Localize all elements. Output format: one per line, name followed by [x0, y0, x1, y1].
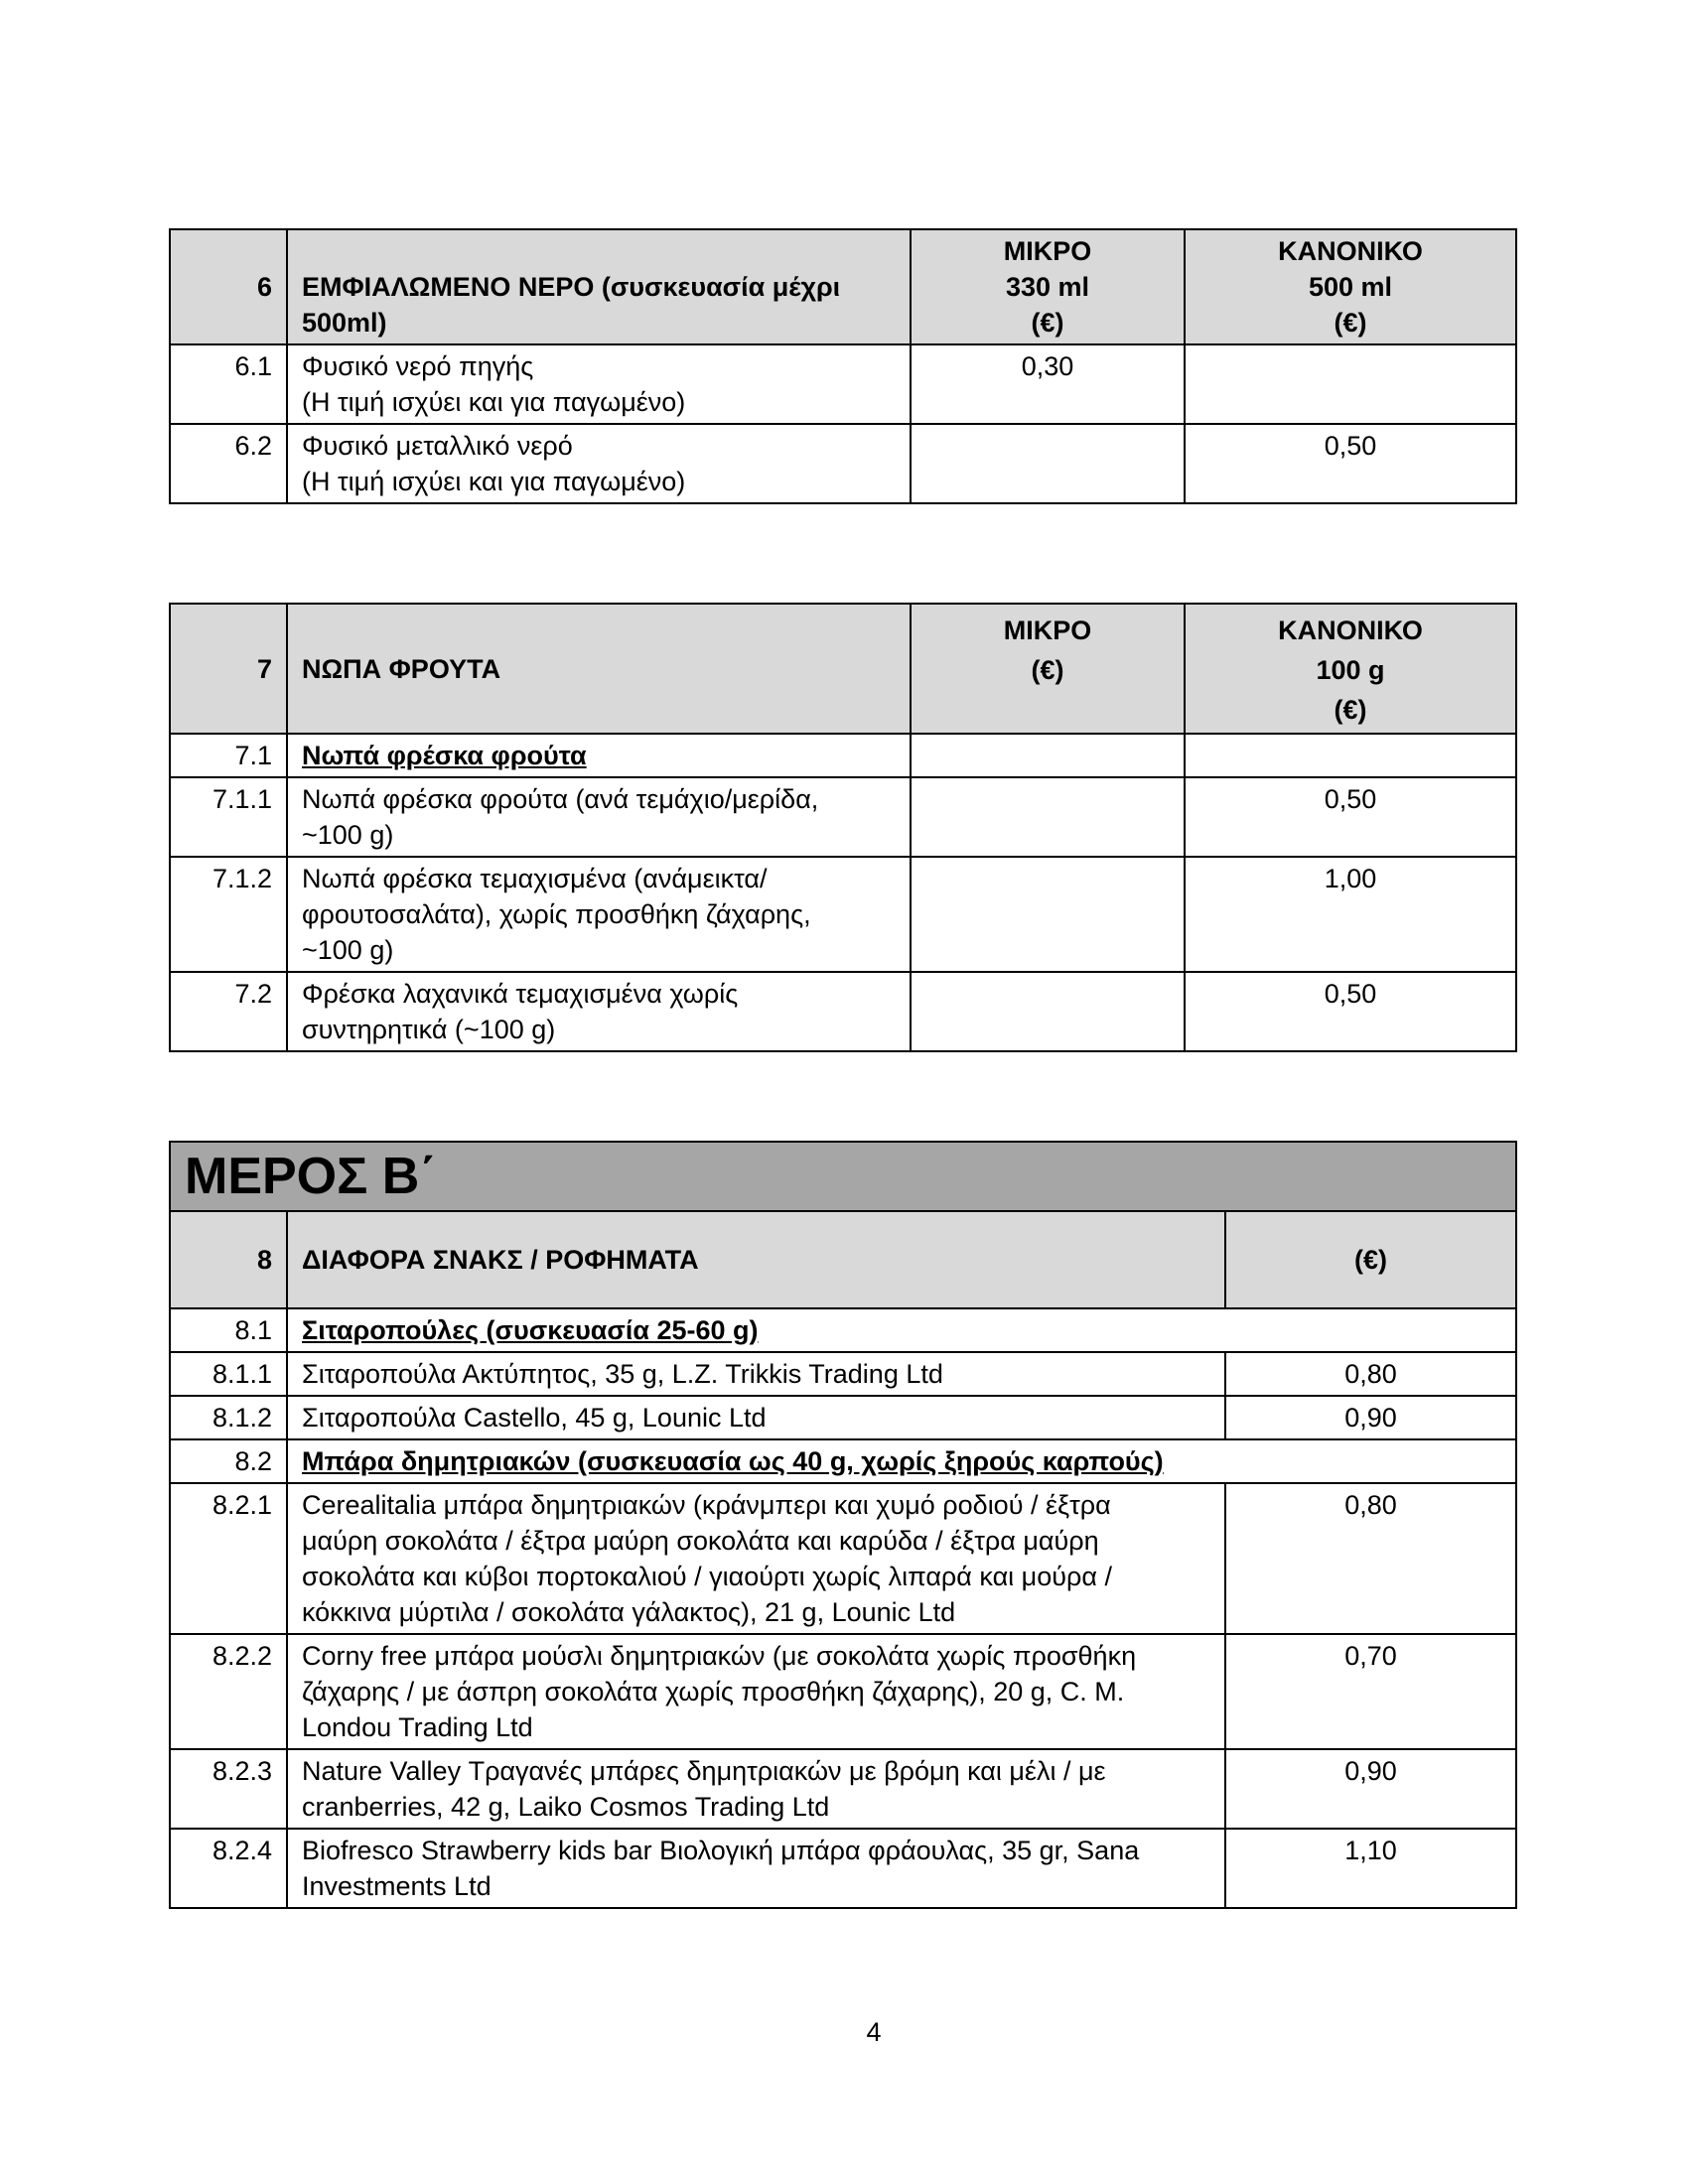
- item-number: 6.1: [170, 344, 287, 424]
- table-row: [170, 344, 1516, 424]
- subheading-text: Σιταροπούλες (συσκευασία 25-60 g): [302, 1315, 759, 1345]
- item-description: Σιταροπούλα Castello, 45 g, Lounic Ltd: [287, 1396, 1225, 1439]
- item-number: 8.2: [170, 1439, 287, 1483]
- price-small: [911, 857, 1185, 972]
- section-number: 8: [170, 1211, 287, 1308]
- description-line: Cerealitalia μπάρα δημητριακών (κράνμπερι και χυμό ροδιού / έξτρα: [302, 1490, 1111, 1520]
- section-title: [287, 229, 911, 344]
- table-row: [170, 1352, 1516, 1396]
- item-number: 8.1.2: [170, 1396, 287, 1439]
- item-description: [287, 734, 911, 777]
- description-line: κόκκινα μύρτιλα / σοκολάτα γάλακτος), 21 g, Lounic Ltd: [302, 1597, 956, 1627]
- description-line: Νωπά φρέσκα φρούτα (ανά τεμάχιο/μερίδα,: [302, 784, 819, 814]
- price: 0,90: [1225, 1749, 1516, 1829]
- description-line: Φρέσκα λαχανικά τεμαχισμένα χωρίς: [302, 979, 739, 1009]
- table-row: [170, 1483, 1516, 1634]
- header-line: 100 g: [1316, 655, 1385, 685]
- item-number: 7.1.2: [170, 857, 287, 972]
- item-number: 8.2.2: [170, 1634, 287, 1749]
- price-regular: [1185, 344, 1516, 424]
- header-line: (€): [1031, 655, 1064, 685]
- description-line: μαύρη σοκολάτα / έξτρα μαύρη σοκολάτα και καρύδα / έξτρα μαύρη: [302, 1526, 1099, 1556]
- description-line: Νωπά φρέσκα τεμαχισμένα (ανάμεικτα/: [302, 864, 768, 893]
- description-line: (Η τιμή ισχύει και για παγωμένο): [302, 467, 686, 496]
- subheading-text: Μπάρα δημητριακών (συσκευασία ως 40 g, χωρίς ξηρούς καρπούς): [302, 1446, 1164, 1476]
- table-header-row: [170, 229, 1516, 344]
- column-header-regular: [1185, 604, 1516, 734]
- item-description: [287, 424, 911, 503]
- table-snacks: [169, 1141, 1517, 1909]
- price-regular: 0,50: [1185, 777, 1516, 857]
- item-number: 7.1.1: [170, 777, 287, 857]
- header-line: ΜΙΚΡΟ: [1003, 615, 1092, 645]
- column-header-small: [911, 229, 1185, 344]
- header-line: 330 ml: [1005, 272, 1090, 302]
- price: 0,70: [1225, 1634, 1516, 1749]
- item-number: 8.1: [170, 1308, 287, 1352]
- description-line: Φυσικό νερό πηγής: [302, 351, 534, 381]
- table-row: [170, 1829, 1516, 1908]
- table-row: [170, 1308, 1516, 1352]
- table-row: [170, 1396, 1516, 1439]
- section-number: 6: [170, 229, 287, 344]
- description-line: ζάχαρης / με άσπρη σοκολάτα χωρίς προσθήκη ζάχαρης), 20 g, C. M.: [302, 1677, 1125, 1706]
- table-row: [170, 857, 1516, 972]
- price-small: [911, 777, 1185, 857]
- item-description: [287, 1483, 1225, 1634]
- description-line: συντηρητικά (~100 g): [302, 1015, 556, 1044]
- table-row: [170, 1439, 1516, 1483]
- item-number: 7.2: [170, 972, 287, 1051]
- description-line: Biofresco Strawberry kids bar Βιολογική μπάρα φράουλας, 35 gr, Sana: [302, 1836, 1140, 1865]
- price-regular: 1,00: [1185, 857, 1516, 972]
- column-header-price: (€): [1225, 1211, 1516, 1308]
- header-line: (€): [1031, 308, 1064, 338]
- description-line: φρουτοσαλάτα), χωρίς προσθήκη ζάχαρης,: [302, 899, 811, 929]
- price-small: 0,30: [911, 344, 1185, 424]
- item-number: 7.1: [170, 734, 287, 777]
- header-line: (€): [1334, 695, 1367, 725]
- price-regular: 0,50: [1185, 424, 1516, 503]
- item-description: [287, 1829, 1225, 1908]
- column-header-regular: [1185, 229, 1516, 344]
- price-regular: [1185, 734, 1516, 777]
- item-description: [287, 1634, 1225, 1749]
- table-row: [170, 424, 1516, 503]
- item-number: 8.2.4: [170, 1829, 287, 1908]
- table-row: [170, 972, 1516, 1051]
- item-description: [287, 1308, 1516, 1352]
- header-line: ΚΑΝΟΝΙΚΟ: [1278, 236, 1423, 266]
- description-line: Corny free μπάρα μούσλι δημητριακών (με σοκολάτα χωρίς προσθήκη: [302, 1641, 1137, 1671]
- item-description: [287, 1749, 1225, 1829]
- price-small: [911, 972, 1185, 1051]
- part-title-row: [170, 1142, 1516, 1211]
- section-title: [287, 604, 911, 734]
- item-description: Σιταροπούλα Ακτύπητος, 35 g, L.Z. Trikkis Trading Ltd: [287, 1352, 1225, 1396]
- section-title: ΔΙΑΦΟΡΑ ΣΝΑΚΣ / ΡΟΦΗΜΑΤΑ: [287, 1211, 1225, 1308]
- item-number: 8.1.1: [170, 1352, 287, 1396]
- table-row: [170, 734, 1516, 777]
- price: 1,10: [1225, 1829, 1516, 1908]
- description-line: ~100 g): [302, 935, 394, 965]
- item-number: 6.2: [170, 424, 287, 503]
- table-fresh-fruit: [169, 603, 1517, 1052]
- item-description: [287, 777, 911, 857]
- table-header-row: [170, 1211, 1516, 1308]
- price-small: [911, 424, 1185, 503]
- page-number: 4: [866, 2017, 882, 2047]
- item-description: [287, 857, 911, 972]
- header-line: ΚΑΝΟΝΙΚΟ: [1278, 615, 1423, 645]
- table-bottled-water: [169, 228, 1517, 504]
- header-line: (€): [1334, 308, 1367, 338]
- table-row: [170, 777, 1516, 857]
- item-description: [287, 972, 911, 1051]
- column-header-small: [911, 604, 1185, 734]
- header-line: 500 ml: [1308, 272, 1393, 302]
- price: 0,90: [1225, 1396, 1516, 1439]
- item-number: 8.2.1: [170, 1483, 287, 1634]
- description-line: cranberries, 42 g, Laiko Cosmos Trading Ltd: [302, 1792, 830, 1822]
- table-row: [170, 1749, 1516, 1829]
- price: 0,80: [1225, 1352, 1516, 1396]
- section-title-text: ΝΩΠΑ ΦΡΟΥΤΑ: [302, 653, 501, 684]
- item-description: [287, 1439, 1516, 1483]
- section-title-text: ΕΜΦΙΑΛΩΜΕΝΟ ΝΕΡΟ (συσκευασία μέχρι 500ml): [302, 272, 841, 338]
- part-title: ΜΕΡΟΣ Β΄: [170, 1142, 1516, 1211]
- item-description: [287, 344, 911, 424]
- description-line: Φυσικό μεταλλικό νερό: [302, 431, 573, 461]
- price-regular: 0,50: [1185, 972, 1516, 1051]
- description-line: Nature Valley Τραγανές μπάρες δημητριακών με βρόμη και μέλι / με: [302, 1756, 1106, 1786]
- table-header-row: [170, 604, 1516, 734]
- description-line: Londou Trading Ltd: [302, 1712, 533, 1742]
- description-line: Investments Ltd: [302, 1871, 492, 1901]
- description-line: σοκολάτα και κύβοι πορτοκαλιού / γιαούρτι χωρίς λιπαρά και μούρα /: [302, 1562, 1112, 1591]
- price: 0,80: [1225, 1483, 1516, 1634]
- subheading-text: Νωπά φρέσκα φρούτα: [302, 741, 587, 770]
- header-line: ΜΙΚΡΟ: [1003, 236, 1092, 266]
- description-line: (Η τιμή ισχύει και για παγωμένο): [302, 387, 686, 417]
- description-line: ~100 g): [302, 820, 394, 850]
- table-row: [170, 1634, 1516, 1749]
- section-number: 7: [170, 604, 287, 734]
- item-number: 8.2.3: [170, 1749, 287, 1829]
- price-small: [911, 734, 1185, 777]
